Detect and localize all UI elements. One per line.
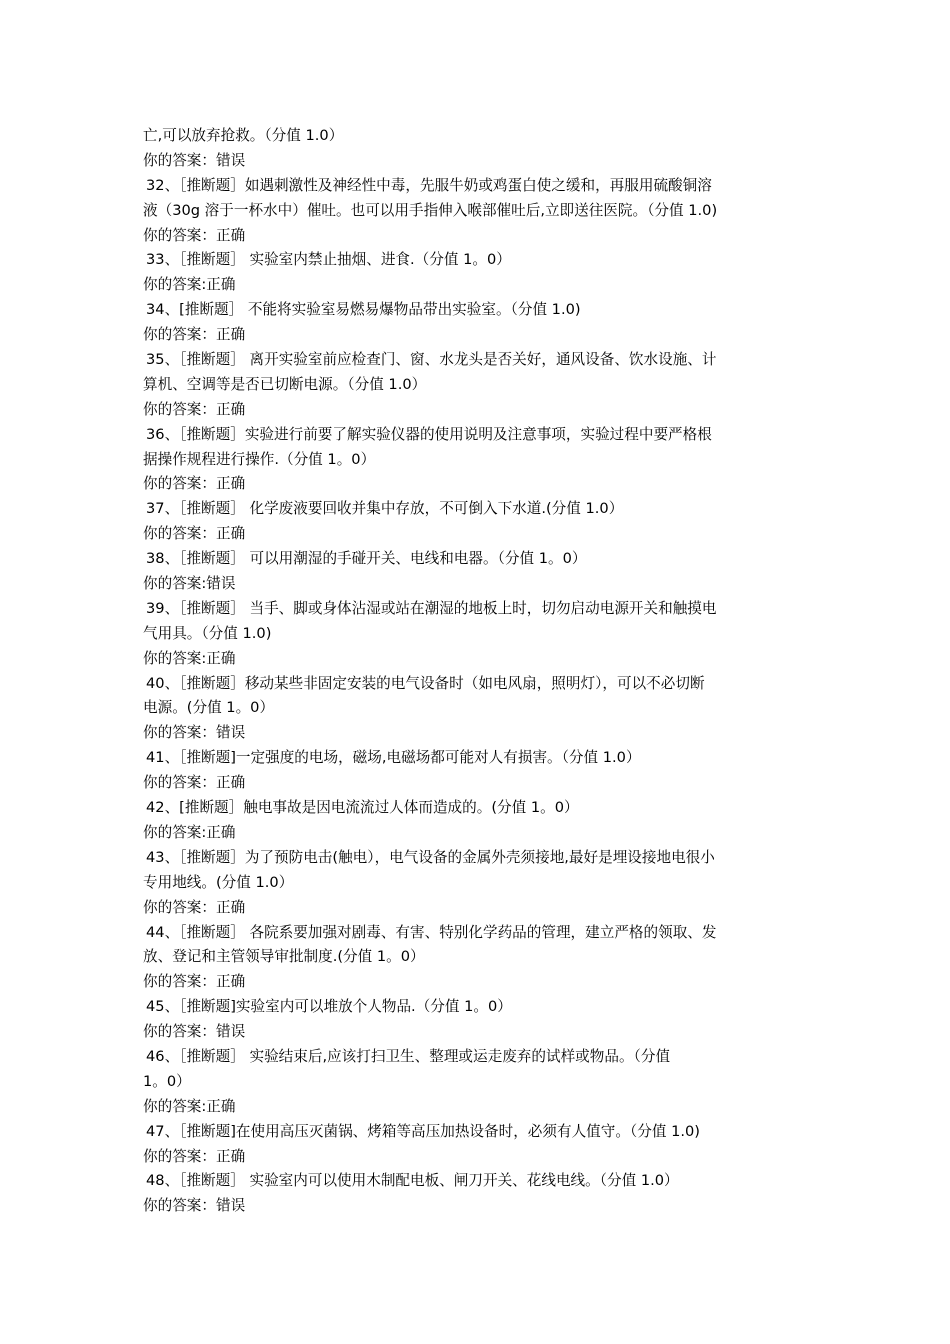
question-line: 放、登记和主管领导审批制度.(分值 1。0） <box>143 948 425 966</box>
question-line: 46、［推断题］ 实验结束后,应该打扫卫生、整理或运走废弃的试样或物品。（分值 <box>146 1047 671 1065</box>
question-line: 1。0） <box>143 1072 191 1090</box>
question-line: 41、［推断题]一定强度的电场，磁场,电磁场都可能对人有损害。（分值 1.0） <box>146 749 641 767</box>
answer-line: 你的答案:错误 <box>143 575 236 593</box>
question-line: 48、［推断题］ 实验室内可以使用木制配电板、闸刀开关、花线电线。（分值 1.0） <box>146 1172 679 1190</box>
answer-line: 你的答案：错误 <box>143 1023 246 1041</box>
answer-line: 你的答案：正确 <box>143 898 246 916</box>
answer-line: 你的答案：错误 <box>143 724 246 742</box>
question-line: 39、［推断题］ 当手、脚或身体沾湿或站在潮湿的地板上时，切勿启动电源开关和触摸电 <box>146 599 717 617</box>
question-line: 气用具。（分值 1.0) <box>143 624 272 642</box>
question-line: 算机、空调等是否已切断电源。（分值 1.0） <box>143 375 427 393</box>
question-line: 45、［推断题]实验室内可以堆放个人物品.（分值 1。0） <box>146 998 512 1016</box>
question-line: 专用地线。(分值 1.0） <box>143 873 294 891</box>
question-line: 42、[推断题］触电事故是因电流流过人体而造成的。(分值 1。0） <box>146 799 579 817</box>
answer-line: 你的答案：正确 <box>143 400 246 418</box>
question-line: 电源。(分值 1。0） <box>143 699 275 717</box>
answer-line: 你的答案：正确 <box>143 475 246 493</box>
answer-line: 你的答案：正确 <box>143 774 246 792</box>
answer-line: 你的答案：正确 <box>143 326 246 344</box>
question-line: 38、［推断题］ 可以用潮湿的手碰开关、电线和电器。（分值 1。0） <box>146 550 587 568</box>
question-line: 36、［推断题］实验进行前要了解实验仪器的使用说明及注意事项，实验过程中要严格根 <box>146 425 712 443</box>
answer-line: 你的答案：错误 <box>143 1197 246 1215</box>
document-page <box>143 124 808 1219</box>
question-line: 据操作规程进行操作.（分值 1。0） <box>143 450 376 468</box>
question-line: 33、［推断题］ 实验室内禁止抽烟、进食.（分值 1。0） <box>146 251 511 269</box>
question-line: 37、［推断题］ 化学废液要回收并集中存放，不可倒入下水道.(分值 1.0） <box>146 500 624 518</box>
answer-line: 你的答案:正确 <box>143 649 236 667</box>
question-line: 40、［推断题］移动某些非固定安装的电气设备时（如电风扇，照明灯），可以不必切断 <box>146 674 705 692</box>
question-line: 43、［推断题］为了预防电击(触电），电气设备的金属外壳须接地,最好是埋设接地电很小 <box>146 848 715 866</box>
question-line: 35、［推断题］ 离开实验室前应检查门、窗、水龙头是否关好，通风设备、饮水设施、计 <box>146 351 717 369</box>
question-line: 44、［推断题］ 各院系要加强对剧毒、有害、特别化学药品的管理，建立严格的领取、发 <box>146 923 717 941</box>
question-line: 液（30g 溶于一杯水中）催吐。也可以用手指伸入喉部催吐后,立即送往医院。（分值 1.0) <box>143 201 718 219</box>
question-line: 34、[推断题］ 不能将实验室易燃易爆物品带出实验室。（分值 1.0) <box>146 301 581 319</box>
answer-line: 你的答案：正确 <box>143 973 246 991</box>
answer-line: 你的答案:正确 <box>143 823 236 841</box>
question-line: 32、［推断题］如遇刺激性及神经性中毒，先服牛奶或鸡蛋白使之缓和，再服用硫酸铜溶 <box>146 176 712 194</box>
answer-line: 你的答案：错误 <box>143 151 246 169</box>
answer-line: 你的答案：正确 <box>143 1147 246 1165</box>
answer-line: 你的答案：正确 <box>143 525 246 543</box>
answer-line: 你的答案:正确 <box>143 276 236 294</box>
answer-line: 你的答案:正确 <box>143 1097 236 1115</box>
answer-line: 你的答案：正确 <box>143 226 246 244</box>
question-line: 47、［推断题]在使用高压灭菌锅、烤箱等高压加热设备时，必须有人值守。（分值 1.0) <box>146 1122 700 1140</box>
text-line: 亡,可以放弃抢救。（分值 1.0） <box>143 127 344 144</box>
